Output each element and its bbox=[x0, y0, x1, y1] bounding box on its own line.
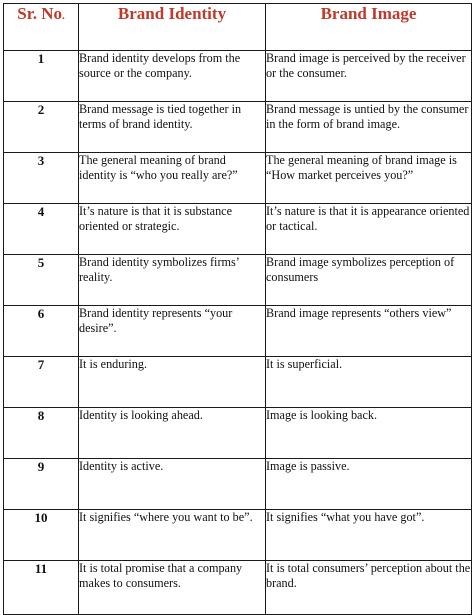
table-row bbox=[4, 357, 472, 408]
table-row bbox=[4, 561, 472, 615]
brand-image-cell: Image is passive. bbox=[266, 459, 472, 510]
table-row bbox=[4, 408, 472, 459]
row-number: 5 bbox=[4, 255, 79, 306]
brand-image-cell: The general meaning of brand image is “How market perceives you?” bbox=[266, 153, 472, 204]
brand-image-cell: Brand image symbolizes perception of consumers bbox=[266, 255, 472, 306]
header-brand-identity: Brand Identity bbox=[79, 4, 266, 51]
table-row bbox=[4, 510, 472, 561]
row-number: 1 bbox=[4, 51, 79, 102]
table-row bbox=[4, 306, 472, 357]
brand-identity-cell: The general meaning of brand identity is “who you really are?” bbox=[79, 153, 266, 204]
brand-image-cell: It’s nature is that it is appearance oriented or tactical. bbox=[266, 204, 472, 255]
comparison-table bbox=[3, 3, 472, 615]
brand-identity-cell: Brand message is tied together in terms of brand identity. bbox=[79, 102, 266, 153]
header-brand-image: Brand Image bbox=[266, 4, 472, 51]
header-sr-no: Sr. No. bbox=[4, 4, 79, 51]
brand-identity-cell: It signifies “where you want to be”. bbox=[79, 510, 266, 561]
table-row bbox=[4, 51, 472, 102]
row-number: 3 bbox=[4, 153, 79, 204]
header-row bbox=[4, 4, 472, 51]
brand-image-cell: Image is looking back. bbox=[266, 408, 472, 459]
brand-image-cell: It is superficial. bbox=[266, 357, 472, 408]
table-row bbox=[4, 255, 472, 306]
table-row bbox=[4, 102, 472, 153]
row-number: 11 bbox=[4, 561, 79, 615]
brand-image-cell: It signifies “what you have got”. bbox=[266, 510, 472, 561]
brand-image-cell: Brand image is perceived by the receiver or the consumer. bbox=[266, 51, 472, 102]
brand-identity-cell: Brand identity symbolizes firms’ reality. bbox=[79, 255, 266, 306]
row-number: 10 bbox=[4, 510, 79, 561]
brand-identity-cell: It is total promise that a company makes to consumers. bbox=[79, 561, 266, 615]
brand-identity-cell: Brand identity represents “your desire”. bbox=[79, 306, 266, 357]
brand-identity-cell: Brand identity develops from the source or the company. bbox=[79, 51, 266, 102]
row-number: 6 bbox=[4, 306, 79, 357]
brand-identity-cell: Identity is looking ahead. bbox=[79, 408, 266, 459]
brand-identity-cell: It’s nature is that it is substance oriented or strategic. bbox=[79, 204, 266, 255]
brand-image-cell: It is total consumers’ perception about the brand. bbox=[266, 561, 472, 615]
table-row bbox=[4, 204, 472, 255]
brand-identity-cell: Identity is active. bbox=[79, 459, 266, 510]
brand-identity-cell: It is enduring. bbox=[79, 357, 266, 408]
table-row bbox=[4, 459, 472, 510]
brand-image-cell: Brand message is untied by the consumer in the form of brand image. bbox=[266, 102, 472, 153]
row-number: 8 bbox=[4, 408, 79, 459]
table-row bbox=[4, 153, 472, 204]
row-number: 7 bbox=[4, 357, 79, 408]
brand-image-cell: Brand image represents “others view” bbox=[266, 306, 472, 357]
row-number: 4 bbox=[4, 204, 79, 255]
row-number: 2 bbox=[4, 102, 79, 153]
row-number: 9 bbox=[4, 459, 79, 510]
